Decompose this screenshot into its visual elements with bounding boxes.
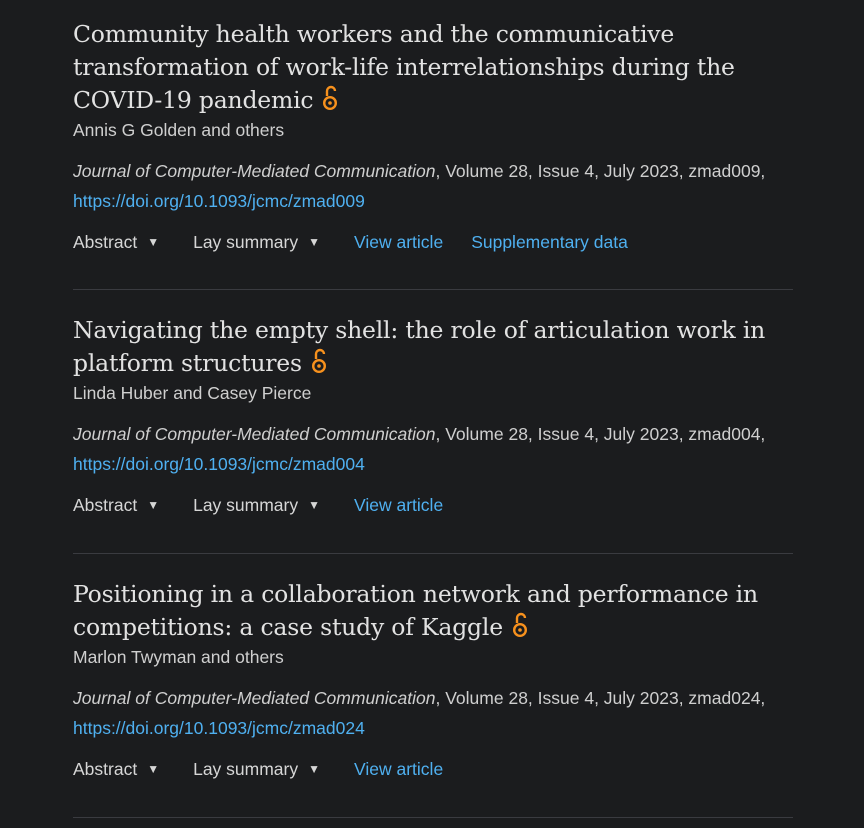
article-title[interactable]: Community health workers and the communicative transformation of work-life interrelationships during the COVID-19 pandemic [73, 20, 735, 114]
article-authors: Annis G Golden and others [73, 120, 285, 140]
abstract-label: Abstract [73, 759, 138, 779]
supplementary-data-link[interactable]: Supplementary data [471, 232, 628, 252]
caret-down-icon: ▼ [308, 498, 321, 512]
article-item [73, 314, 793, 519]
journal-name: Journal of Computer-Mediated Communication [73, 688, 436, 708]
lay-summary-label: Lay summary [193, 232, 299, 252]
abstract-label: Abstract [73, 232, 138, 252]
view-article-link[interactable]: View article [354, 232, 444, 252]
caret-down-icon: ▼ [147, 498, 160, 512]
journal-name: Journal of Computer-Mediated Communication [73, 424, 436, 444]
abstract-dropdown[interactable] [73, 491, 159, 519]
article-citation [73, 683, 793, 743]
doi-link[interactable]: https://doi.org/10.1093/jcmc/zmad009 [73, 191, 365, 211]
citation-details: , Volume 28, Issue 4, July 2023, zmad024, [435, 688, 766, 708]
article-item [73, 578, 793, 783]
lay-summary-label: Lay summary [193, 495, 299, 515]
open-access-icon [321, 85, 339, 111]
article-divider [73, 553, 793, 554]
article-title[interactable]: Navigating the empty shell: the role of articulation work in platform structures [73, 316, 766, 377]
article-item [73, 18, 793, 256]
article-actions [73, 491, 793, 519]
journal-name: Journal of Computer-Mediated Communication [73, 161, 436, 181]
article-citation [73, 156, 793, 216]
doi-link[interactable]: https://doi.org/10.1093/jcmc/zmad024 [73, 718, 365, 738]
article-actions [73, 755, 793, 783]
abstract-label: Abstract [73, 495, 138, 515]
caret-down-icon: ▼ [308, 235, 321, 249]
doi-link[interactable]: https://doi.org/10.1093/jcmc/zmad004 [73, 454, 365, 474]
lay-summary-dropdown[interactable] [193, 491, 320, 519]
abstract-dropdown[interactable] [73, 755, 159, 783]
article-citation [73, 419, 793, 479]
caret-down-icon: ▼ [147, 235, 160, 249]
article-title[interactable]: Positioning in a collaboration network and performance in competitions: a case study of Kaggle [73, 580, 758, 641]
open-access-icon [511, 612, 529, 638]
open-access-icon [310, 348, 328, 374]
article-authors: Linda Huber and Casey Pierce [73, 383, 312, 403]
lay-summary-label: Lay summary [193, 759, 299, 779]
lay-summary-dropdown[interactable] [193, 755, 320, 783]
caret-down-icon: ▼ [147, 762, 160, 776]
lay-summary-dropdown[interactable] [193, 228, 320, 256]
article-divider [73, 289, 793, 290]
article-authors: Marlon Twyman and others [73, 647, 284, 667]
citation-details: , Volume 28, Issue 4, July 2023, zmad009, [435, 161, 766, 181]
caret-down-icon: ▼ [308, 762, 321, 776]
abstract-dropdown[interactable] [73, 228, 159, 256]
citation-details: , Volume 28, Issue 4, July 2023, zmad004, [435, 424, 766, 444]
article-actions [73, 228, 793, 256]
view-article-link[interactable]: View article [354, 495, 444, 515]
view-article-link[interactable]: View article [354, 759, 444, 779]
article-divider [73, 817, 793, 818]
